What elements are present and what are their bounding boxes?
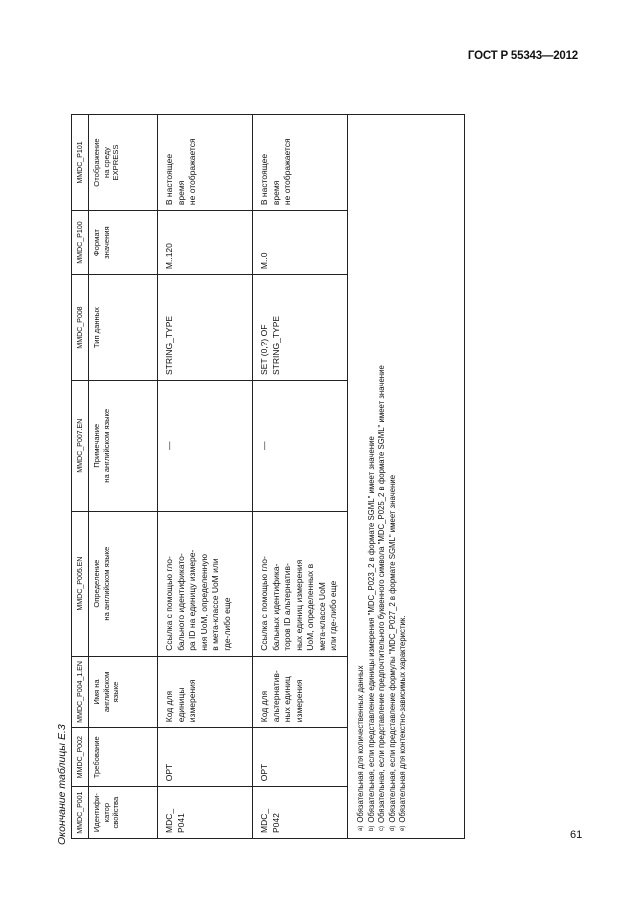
- table-cell: SET (0,?) OF STRING_TYPE: [253, 275, 348, 381]
- code-cell: MMDC_P101: [72, 115, 89, 211]
- column-header: Отображение на среду EXPRESS: [89, 115, 158, 211]
- table-cell: M..0: [253, 211, 348, 275]
- code-cell: MMDC_P005.EN: [72, 511, 89, 656]
- standard-header: ГОСТ Р 55343—2012: [467, 50, 578, 62]
- table-cell: Ссылка с помощью гло- бального идентификато- ра ID на единицу измере- ния UoM, определенную в мета-классе UoM или где-либо еще: [158, 511, 253, 656]
- table-cell: —: [253, 381, 348, 512]
- footnote-mark: c): [379, 826, 386, 831]
- table-row: [253, 115, 348, 839]
- footnote: [356, 120, 367, 831]
- table-cell: —: [158, 381, 253, 512]
- code-row: [72, 115, 89, 839]
- table-cell: В настоящее время не отображается: [158, 115, 253, 211]
- table-caption: Окончание таблицы Е.3: [56, 724, 68, 845]
- footnote-text: Обязательная, если представление формулы "MDC_P027_2 в формате SGML" имеет значение: [387, 474, 397, 823]
- column-header: Идентифи- катор свойства: [89, 787, 158, 839]
- table-cell: MDC_ P042: [253, 787, 348, 839]
- table-cell: M..120: [158, 211, 253, 275]
- footnote-mark: e): [400, 825, 407, 831]
- column-header: Имя на английском языке: [89, 656, 158, 727]
- footnotes: [354, 120, 409, 833]
- page-number: 61: [570, 829, 583, 841]
- column-header: Требование: [89, 728, 158, 787]
- footnote: [398, 120, 409, 831]
- table-cell: Код для альтернатив- ных единиц измерения: [253, 656, 348, 727]
- column-header: Тип данных: [89, 275, 158, 381]
- column-header: Формат значения: [89, 211, 158, 275]
- rotated-table-block: [58, 105, 578, 845]
- table-cell: OPT: [253, 728, 348, 787]
- footnote: [388, 120, 399, 831]
- table-row: [158, 115, 253, 839]
- footnote-text: Обязательная для контекстно-зависимых характеристик.: [398, 615, 408, 823]
- code-cell: MMDC_P004_1.EN: [72, 656, 89, 727]
- footnote-mark: a): [358, 825, 364, 831]
- table-cell: Ссылка с помощью гло- бальных идентифика- торов ID альтернатив- ных единиц измерения UoM, определенных в мета-классе UoM или где-либо еще: [253, 511, 348, 656]
- table-cell: OPT: [158, 728, 253, 787]
- footnote-mark: d): [389, 825, 396, 831]
- footnote-text: Обязательная для количественных данных: [356, 665, 365, 823]
- table-cell: MDC_ P041: [158, 787, 253, 839]
- table-cell: В настоящее время не отображается: [253, 115, 348, 211]
- table-cell: STRING_TYPE: [158, 275, 253, 381]
- code-cell: MMDC_P001: [72, 787, 89, 839]
- code-cell: MMDC_P002: [72, 728, 89, 787]
- column-header-row: [89, 115, 158, 839]
- table-cell: Код для единицы измерения: [158, 656, 253, 727]
- properties-table: [71, 114, 465, 839]
- footnote-text: Обязательная, если представление единицы измерения "MDC_P023_2 в формате SGML" имеет значение: [366, 436, 376, 823]
- code-cell: MMDC_P008: [72, 275, 89, 381]
- footnote: [377, 120, 388, 831]
- footnote-mark: b): [368, 825, 375, 831]
- column-header: Определение на английском языке: [89, 511, 158, 656]
- notes-cell: [348, 115, 465, 839]
- footnote-text: Обязательная, если представление предпочтительного буквенного символа "MDC_P025_2 в формате SGML" имеет значение: [377, 365, 387, 823]
- code-cell: MMDC_P007.EN: [72, 381, 89, 512]
- code-cell: MMDC_P100: [72, 211, 89, 275]
- notes-row: [348, 115, 465, 839]
- column-header: Примечание на английском языке: [89, 381, 158, 512]
- footnote: [367, 120, 378, 831]
